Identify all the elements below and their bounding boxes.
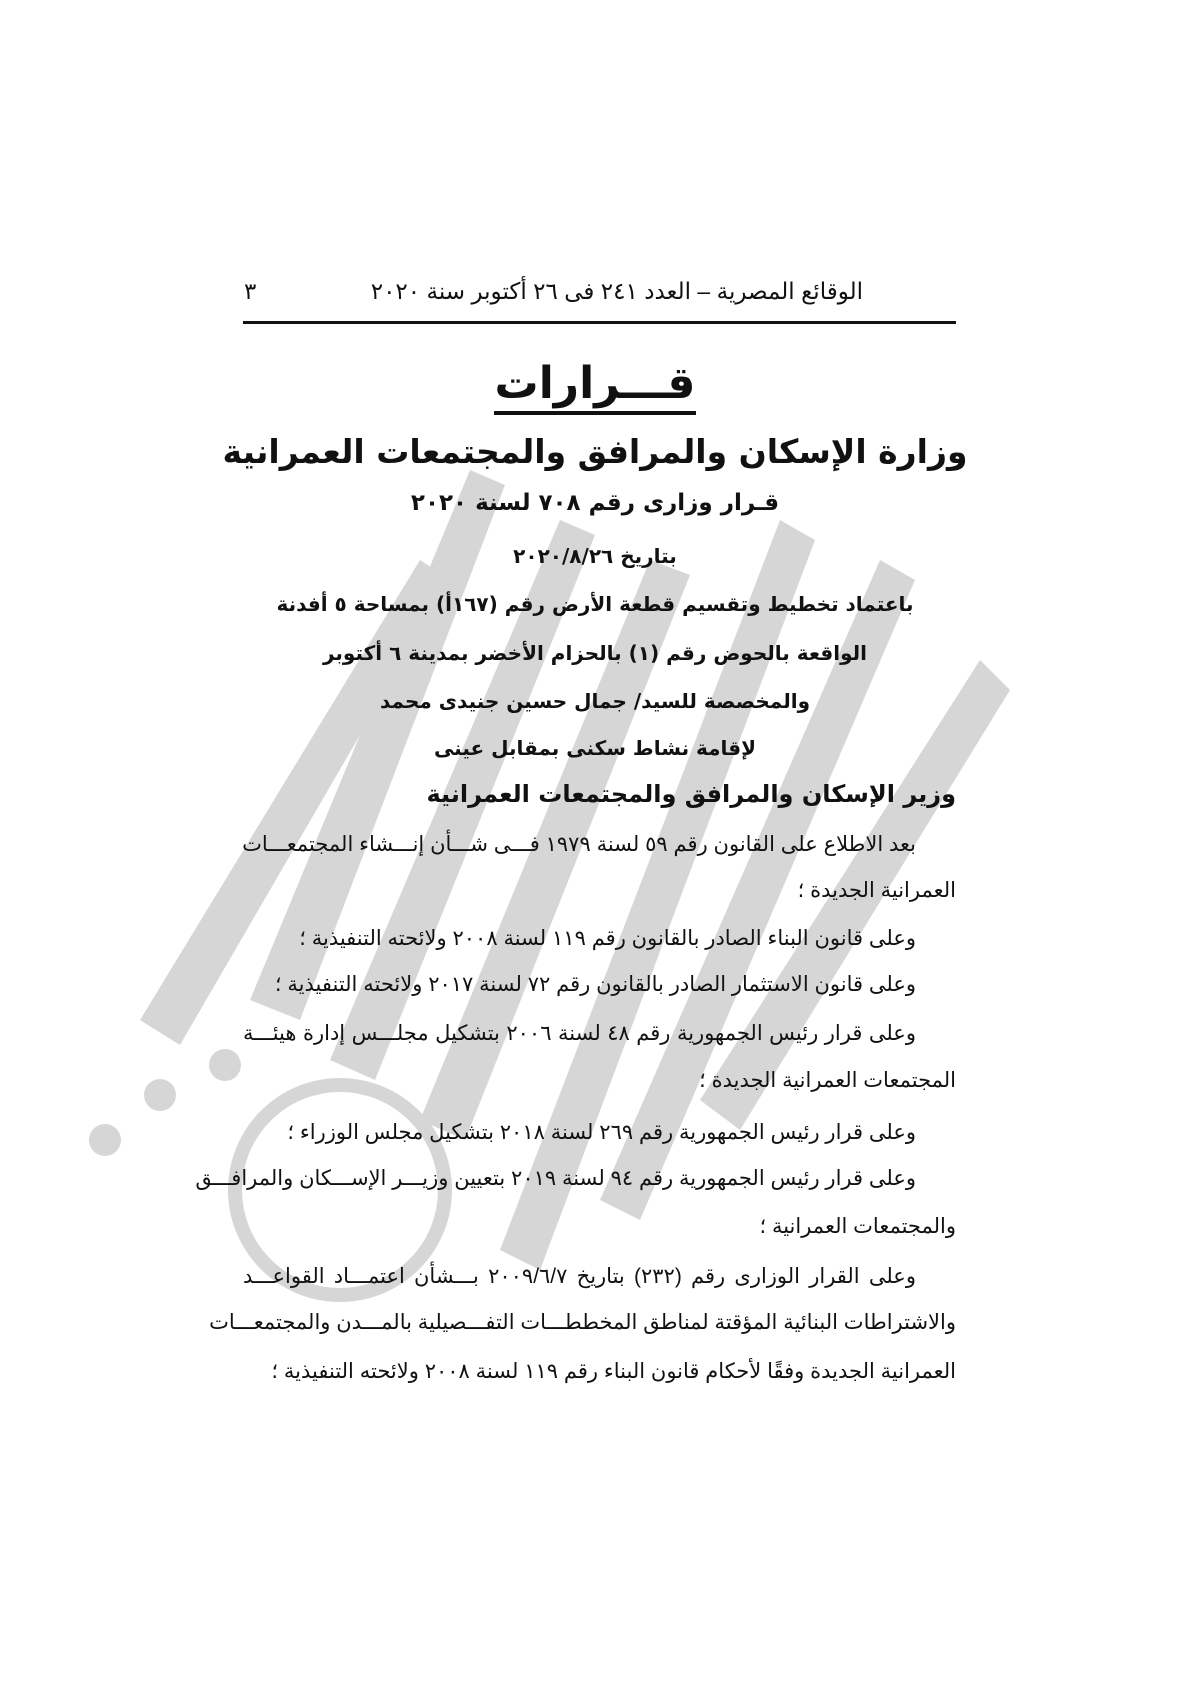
body-line: وعلى قانون البناء الصادر بالقانون رقم ١١٩ لسنة ٢٠٠٨ ولائحته التنفيذية ؛ — [299, 927, 916, 950]
decision-title: قـرار وزارى رقم ٧٠٨ لسنة ٢٠٢٠ — [410, 490, 780, 516]
body-line: وعلى قرار رئيس الجمهورية رقم ٩٤ لسنة ٢٠١٩ بتعيين وزيـــر الإســـكان والمرافـــق — [195, 1167, 916, 1190]
decision-subject-line: والمخصصة للسيد/ جمال حسين جنيدى محمد — [379, 689, 811, 713]
body-line: وعلى قرار رئيس الجمهورية رقم ٤٨ لسنة ٢٠٠٦ بتشكيل مجلـــس إدارة هيئـــة — [243, 1022, 916, 1045]
body-line: والاشتراطات البنائية المؤقتة لمناطق المخططـــات التفـــصيلية بالمـــدن والمجتمعـــات — [209, 1311, 956, 1334]
decision-subject-line: باعتماد تخطيط وتقسيم قطعة الأرض رقم (١٦٧أ) بمساحة ٥ أفدنة — [276, 592, 914, 616]
decision-subject-line: الواقعة بالحوض رقم (١) بالحزام الأخضر بمدينة ٦ أكتوبر — [322, 641, 867, 665]
body-line: العمرانية الجديدة وفقًا لأحكام قانون البناء رقم ١١٩ لسنة ٢٠٠٨ ولائحته التنفيذية ؛ — [271, 1360, 956, 1383]
ministry-title: وزارة الإسكان والمرافق والمجتمعات العمرانية — [222, 432, 968, 471]
body-line: العمرانية الجديدة ؛ — [797, 879, 956, 902]
decision-date: بتاريخ ٢٠٢٠/٨/٢٦ — [513, 544, 677, 568]
section-title — [0, 358, 1190, 409]
body-line: وعلى القرار الوزارى رقم (٢٣٢) بتاريخ ٢٠٠٩/٦/٧ بـــشأن اعتمـــاد القواعـــد — [243, 1265, 916, 1288]
page-number: ٣ — [244, 278, 257, 304]
decision-subject-line: لإقامة نشاط سكنى بمقابل عينى — [433, 736, 757, 760]
body-line: بعد الاطلاع على القانون رقم ٥٩ لسنة ١٩٧٩ فـــى شـــأن إنـــشاء المجتمعـــات — [242, 833, 916, 856]
running-header: الوقائع المصرية – العدد ٢٤١ فى ٢٦ أكتوبر سنة ٢٠٢٠ — [370, 278, 863, 304]
section-title-text: قـــرارات — [494, 358, 695, 415]
body-line: وعلى قرار رئيس الجمهورية رقم ٢٦٩ لسنة ٢٠١٨ بتشكيل مجلس الوزراء ؛ — [287, 1121, 916, 1144]
body-line: وعلى قانون الاستثمار الصادر بالقانون رقم ٧٢ لسنة ٢٠١٧ ولائحته التنفيذية ؛ — [274, 973, 916, 996]
body-line: والمجتمعات العمرانية ؛ — [759, 1215, 956, 1238]
issuer-heading: وزير الإسكان والمرافق والمجتمعات العمرانية — [426, 780, 956, 808]
watermark-dot — [144, 1079, 176, 1111]
watermark-dot — [209, 1049, 241, 1081]
watermark-dot — [89, 1124, 121, 1156]
body-line: المجتمعات العمرانية الجديدة ؛ — [699, 1069, 956, 1092]
header-rule — [243, 321, 956, 324]
